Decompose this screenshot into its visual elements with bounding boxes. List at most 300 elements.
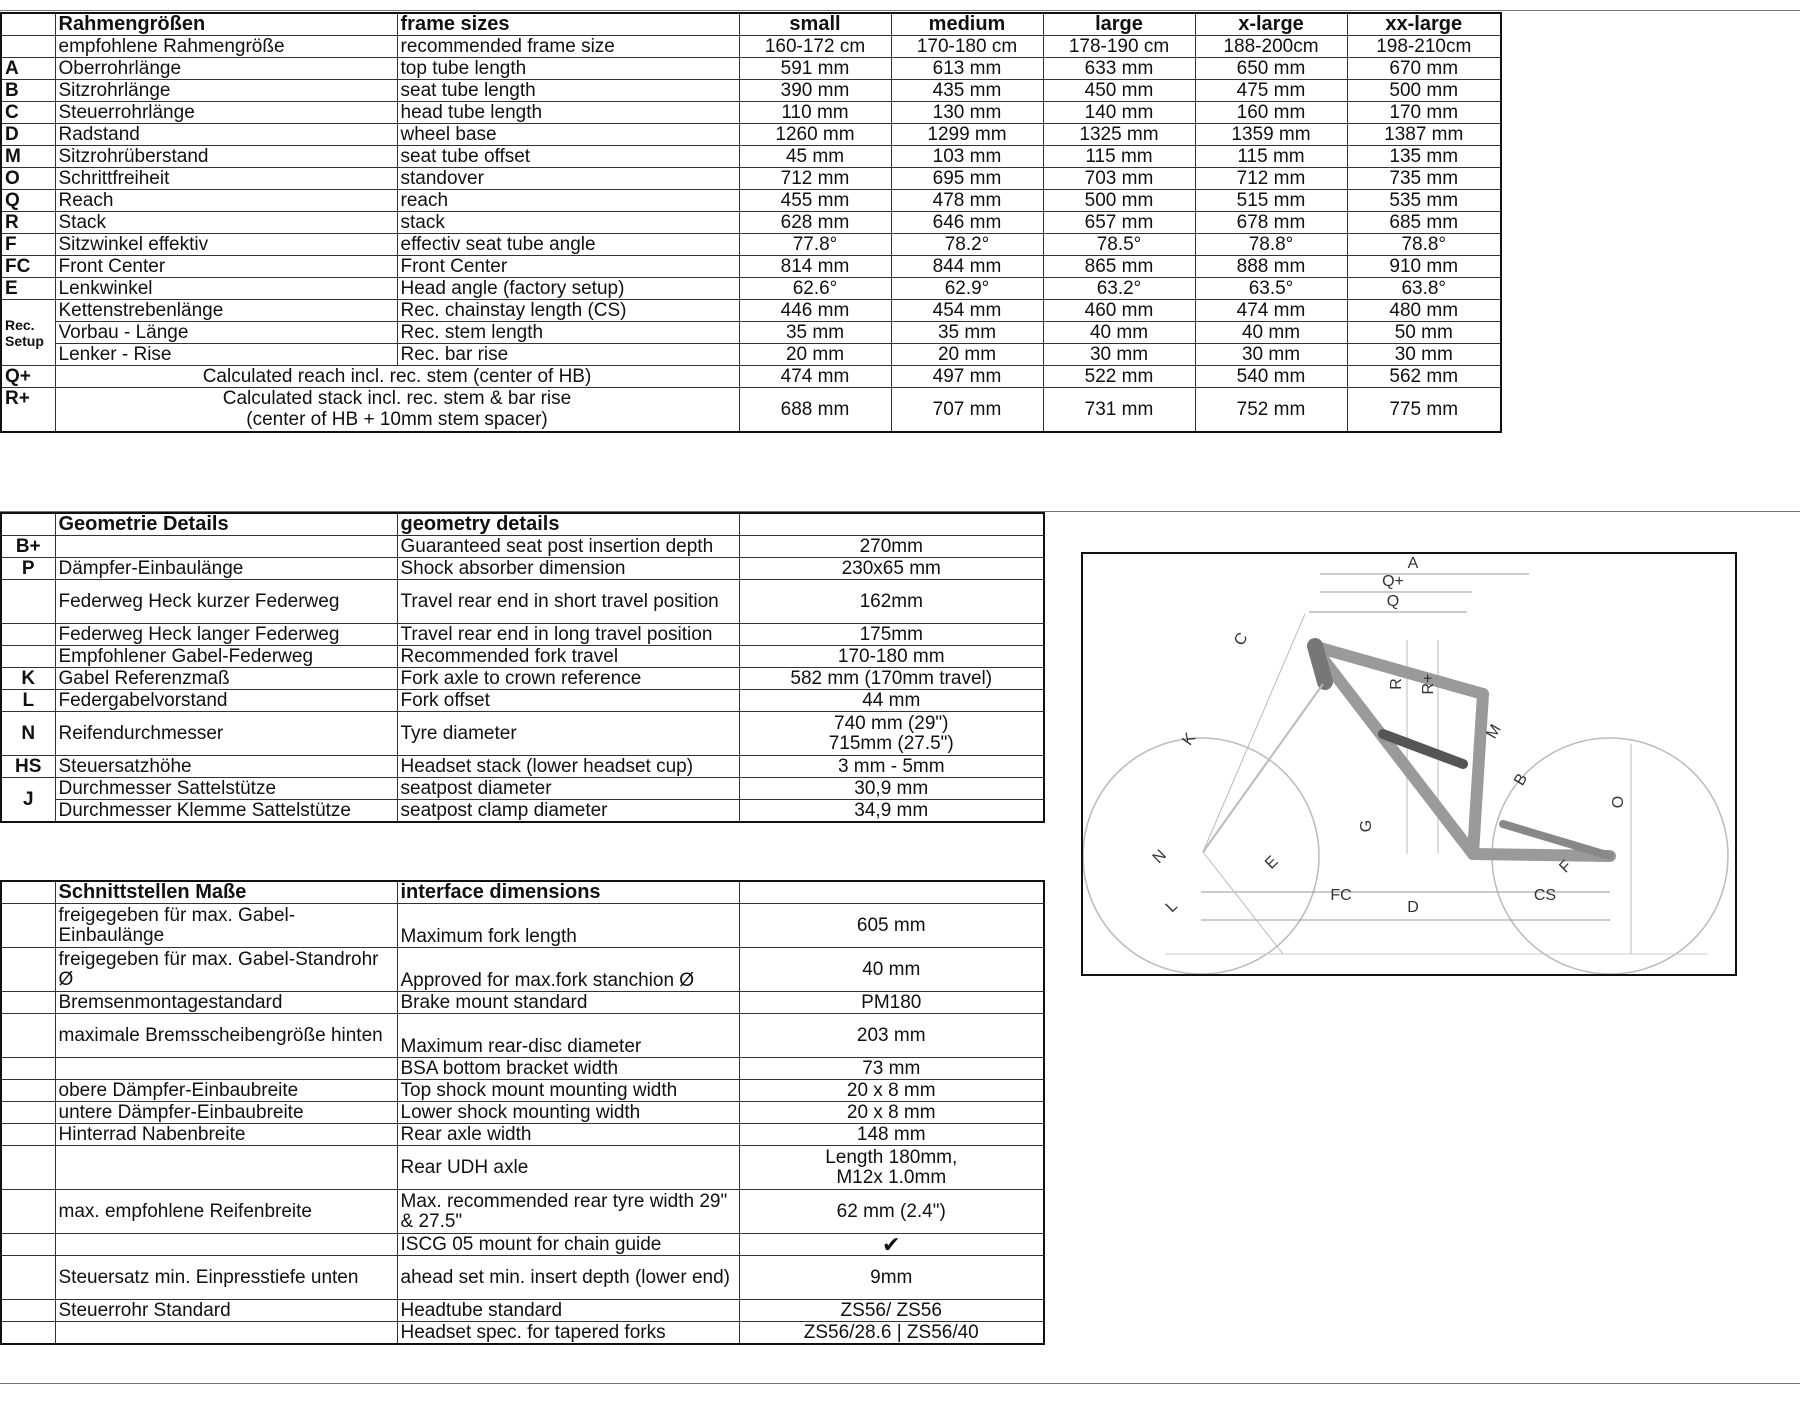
row-code xyxy=(1,948,55,992)
geometry-row xyxy=(1,168,1501,190)
row-code: D xyxy=(1,124,55,146)
diagram-label: Q xyxy=(1386,593,1400,610)
detail-value: 170-180 mm xyxy=(739,646,1044,668)
detail-value: 740 mm (29") 715mm (27.5") xyxy=(739,712,1044,756)
diagram-label: E xyxy=(1262,853,1282,873)
interface-row xyxy=(1,1102,1044,1124)
label-de xyxy=(55,536,397,558)
size-value: 188-200cm xyxy=(1195,36,1347,58)
size-value: 446 mm xyxy=(739,300,891,322)
size-value: 454 mm xyxy=(891,300,1043,322)
interface-row xyxy=(1,1146,1044,1190)
size-value: 50 mm xyxy=(1347,322,1501,344)
label-de: Bremsenmontagestandard xyxy=(55,992,397,1014)
label-en: Headset stack (lower headset cup) xyxy=(397,756,739,778)
size-value: 475 mm xyxy=(1195,80,1347,102)
interface-row xyxy=(1,1190,1044,1234)
size-value: 78.5° xyxy=(1043,234,1195,256)
row-code xyxy=(1,1146,55,1190)
label-en: Brake mount standard xyxy=(397,992,739,1014)
diagram-label: B xyxy=(1511,770,1532,789)
label-de: Stack xyxy=(55,212,397,234)
label-en: effectiv seat tube angle xyxy=(397,234,739,256)
label-en: Rec. stem length xyxy=(397,322,739,344)
rec-setup-row xyxy=(1,322,1501,344)
row-code: L xyxy=(1,690,55,712)
calc-label: Calculated stack incl. rec. stem & bar rise (center of HB + 10mm stem spacer) xyxy=(55,388,739,432)
dim-line-c-k xyxy=(1203,614,1305,852)
size-value: 115 mm xyxy=(1195,146,1347,168)
row-code xyxy=(1,1124,55,1146)
label-de: Steuerrohr Standard xyxy=(55,1300,397,1322)
size-value: 731 mm xyxy=(1043,388,1195,432)
details-row xyxy=(1,624,1044,646)
interface-row xyxy=(1,1234,1044,1256)
label-en: head tube length xyxy=(397,102,739,124)
label-en: Fork offset xyxy=(397,690,739,712)
details-row xyxy=(1,778,1044,800)
label-en: Travel rear end in long travel position xyxy=(397,624,739,646)
row-code: K xyxy=(1,668,55,690)
size-value: 646 mm xyxy=(891,212,1043,234)
size-value: 78.2° xyxy=(891,234,1043,256)
size-value: 115 mm xyxy=(1043,146,1195,168)
size-value: 35 mm xyxy=(739,322,891,344)
size-value: 62.6° xyxy=(739,278,891,300)
label-de: Steuersatzhöhe xyxy=(55,756,397,778)
size-value: 1325 mm xyxy=(1043,124,1195,146)
calc-reach-row xyxy=(1,366,1501,388)
label-en: Guaranteed seat post insertion depth xyxy=(397,536,739,558)
rec-setup-row xyxy=(1,300,1501,322)
row-code xyxy=(1,580,55,624)
size-value: 775 mm xyxy=(1347,388,1501,432)
label-en: Maximum rear-disc diameter xyxy=(397,1014,739,1058)
size-value: 678 mm xyxy=(1195,212,1347,234)
geometry-header-row xyxy=(1,13,1501,36)
label-en: recommended frame size xyxy=(397,36,739,58)
interface-row xyxy=(1,1322,1044,1345)
interface-row xyxy=(1,1256,1044,1300)
size-value: 562 mm xyxy=(1347,366,1501,388)
size-value: 474 mm xyxy=(1195,300,1347,322)
label-de: Federgabelvorstand xyxy=(55,690,397,712)
geometry-row xyxy=(1,102,1501,124)
row-code: FC xyxy=(1,256,55,278)
size-header: large xyxy=(1043,13,1195,36)
size-value: 865 mm xyxy=(1043,256,1195,278)
size-value: 178-190 cm xyxy=(1043,36,1195,58)
label-de: Sitzrohrüberstand xyxy=(55,146,397,168)
label-en: Approved for max.fork stanchion Ø xyxy=(397,948,739,992)
row-code xyxy=(1,36,55,58)
row-code xyxy=(1,624,55,646)
size-value: 910 mm xyxy=(1347,256,1501,278)
label-en: standover xyxy=(397,168,739,190)
label-de: Steuersatz min. Einpresstiefe unten xyxy=(55,1256,397,1300)
head-tube xyxy=(1315,646,1325,682)
interface-row xyxy=(1,1080,1044,1102)
size-value: 500 mm xyxy=(1043,190,1195,212)
row-code xyxy=(1,1256,55,1300)
row-code xyxy=(1,881,55,904)
size-value: 45 mm xyxy=(739,146,891,168)
row-code: J xyxy=(1,778,55,823)
label-en: Headtube standard xyxy=(397,1300,739,1322)
label-de: Lenker - Rise xyxy=(55,344,397,366)
label-en: BSA bottom bracket width xyxy=(397,1058,739,1080)
label-de xyxy=(55,1146,397,1190)
details-header-row xyxy=(1,513,1044,536)
diagram-label: CS xyxy=(1533,887,1557,904)
size-value: 752 mm xyxy=(1195,388,1347,432)
label-en: Rear UDH axle xyxy=(397,1146,739,1190)
label-de: Vorbau - Länge xyxy=(55,322,397,344)
size-value: 474 mm xyxy=(739,366,891,388)
size-value: 78.8° xyxy=(1195,234,1347,256)
size-value: 170 mm xyxy=(1347,102,1501,124)
label-de: empfohlene Rahmengröße xyxy=(55,36,397,58)
row-code xyxy=(1,13,55,36)
interface-value: PM180 xyxy=(739,992,1044,1014)
size-header: small xyxy=(739,13,891,36)
details-row xyxy=(1,712,1044,756)
label-en: seat tube offset xyxy=(397,146,739,168)
geometry-details-table xyxy=(0,512,1045,823)
diagram-label: A xyxy=(1407,555,1419,572)
size-value: 30 mm xyxy=(1043,344,1195,366)
size-value: 1260 mm xyxy=(739,124,891,146)
details-row xyxy=(1,668,1044,690)
geometry-table xyxy=(0,12,1502,433)
label-de: Empfohlener Gabel-Federweg xyxy=(55,646,397,668)
geometry-row xyxy=(1,146,1501,168)
label-en: Fork axle to crown reference xyxy=(397,668,739,690)
interface-value: 605 mm xyxy=(739,904,1044,948)
label-de: Kettenstrebenlänge xyxy=(55,300,397,322)
size-value: 20 mm xyxy=(891,344,1043,366)
label-en: wheel base xyxy=(397,124,739,146)
row-code: HS xyxy=(1,756,55,778)
calc-stack-row xyxy=(1,388,1501,432)
size-value: 633 mm xyxy=(1043,58,1195,80)
size-value: 1387 mm xyxy=(1347,124,1501,146)
interface-value: Length 180mm, M12x 1.0mm xyxy=(739,1146,1044,1190)
details-row xyxy=(1,756,1044,778)
label-de: freigegeben für max. Gabel-Standrohr Ø xyxy=(55,948,397,992)
interface-dimensions-table xyxy=(0,880,1045,1345)
geometry-row xyxy=(1,190,1501,212)
header-value xyxy=(739,513,1044,536)
details-row xyxy=(1,558,1044,580)
label-en: Travel rear end in short travel position xyxy=(397,580,739,624)
label-de xyxy=(55,1058,397,1080)
label-en: Tyre diameter xyxy=(397,712,739,756)
size-value: 35 mm xyxy=(891,322,1043,344)
row-code xyxy=(1,1014,55,1058)
label-de: obere Dämpfer-Einbaubreite xyxy=(55,1080,397,1102)
header-de: Geometrie Details xyxy=(55,513,397,536)
calc-label: Calculated reach incl. rec. stem (center of HB) xyxy=(55,366,739,388)
geometry-row xyxy=(1,212,1501,234)
diagram-label: Q+ xyxy=(1382,573,1404,590)
size-value: 135 mm xyxy=(1347,146,1501,168)
label-de: Reach xyxy=(55,190,397,212)
label-en: top tube length xyxy=(397,58,739,80)
size-value: 500 mm xyxy=(1347,80,1501,102)
size-value: 670 mm xyxy=(1347,58,1501,80)
size-value: 63.2° xyxy=(1043,278,1195,300)
row-code: Q+ xyxy=(1,366,55,388)
interface-value: ZS56/28.6 | ZS56/40 xyxy=(739,1322,1044,1345)
diagram-label: R+ xyxy=(1420,673,1437,695)
label-de: Reifendurchmesser xyxy=(55,712,397,756)
geometry-diagram xyxy=(1081,552,1737,976)
rec-setup-code: Rec. Setup xyxy=(1,300,55,366)
row-code: C xyxy=(1,102,55,124)
label-en: Headset spec. for tapered forks xyxy=(397,1322,739,1345)
size-value: 688 mm xyxy=(739,388,891,432)
interface-row xyxy=(1,1014,1044,1058)
row-code xyxy=(1,1080,55,1102)
details-row xyxy=(1,580,1044,624)
diagram-label: F xyxy=(1556,857,1576,877)
size-value: 650 mm xyxy=(1195,58,1347,80)
row-code: Q xyxy=(1,190,55,212)
label-en: seatpost clamp diameter xyxy=(397,800,739,823)
size-header: medium xyxy=(891,13,1043,36)
size-value: 20 mm xyxy=(739,344,891,366)
size-value: 160-172 cm xyxy=(739,36,891,58)
interface-value: 148 mm xyxy=(739,1124,1044,1146)
details-row xyxy=(1,646,1044,668)
size-value: 735 mm xyxy=(1347,168,1501,190)
diagram-label: R xyxy=(1388,678,1405,690)
diagram-label: L xyxy=(1162,897,1181,916)
interface-value: 73 mm xyxy=(739,1058,1044,1080)
label-de: Hinterrad Nabenbreite xyxy=(55,1124,397,1146)
label-de xyxy=(55,1322,397,1345)
diagram-label: G xyxy=(1358,819,1375,833)
size-value: 63.5° xyxy=(1195,278,1347,300)
header-value xyxy=(739,881,1044,904)
size-value: 390 mm xyxy=(739,80,891,102)
size-value: 40 mm xyxy=(1195,322,1347,344)
detail-value: 230x65 mm xyxy=(739,558,1044,580)
label-de: Front Center xyxy=(55,256,397,278)
label-de: Radstand xyxy=(55,124,397,146)
size-value: 103 mm xyxy=(891,146,1043,168)
row-code: E xyxy=(1,278,55,300)
size-value: 844 mm xyxy=(891,256,1043,278)
detail-value: 582 mm (170mm travel) xyxy=(739,668,1044,690)
label-en: Rec. chainstay length (CS) xyxy=(397,300,739,322)
label-en: Shock absorber dimension xyxy=(397,558,739,580)
label-de: freigegeben für max. Gabel-Einbaulänge xyxy=(55,904,397,948)
size-value: 707 mm xyxy=(891,388,1043,432)
label-de: Steuerrohrlänge xyxy=(55,102,397,124)
size-value: 460 mm xyxy=(1043,300,1195,322)
label-en: ahead set min. insert depth (lower end) xyxy=(397,1256,739,1300)
size-header: x-large xyxy=(1195,13,1347,36)
size-value: 497 mm xyxy=(891,366,1043,388)
geometry-row xyxy=(1,278,1501,300)
interface-value: 40 mm xyxy=(739,948,1044,992)
interface-value: ZS56/ ZS56 xyxy=(739,1300,1044,1322)
label-en: stack xyxy=(397,212,739,234)
interface-value: ✔ xyxy=(739,1234,1044,1256)
header-de: Schnittstellen Maße xyxy=(55,881,397,904)
geometry-row xyxy=(1,256,1501,278)
header-en: frame sizes xyxy=(397,13,739,36)
label-en: Maximum fork length xyxy=(397,904,739,948)
diagram-label: M xyxy=(1483,721,1505,742)
row-code: O xyxy=(1,168,55,190)
size-value: 591 mm xyxy=(739,58,891,80)
label-en: Lower shock mounting width xyxy=(397,1102,739,1124)
size-value: 540 mm xyxy=(1195,366,1347,388)
size-value: 450 mm xyxy=(1043,80,1195,102)
interface-row xyxy=(1,992,1044,1014)
interface-row xyxy=(1,1124,1044,1146)
geometry-row xyxy=(1,80,1501,102)
label-de: maximale Bremsscheibengröße hinten xyxy=(55,1014,397,1058)
geometry-row xyxy=(1,124,1501,146)
size-value: 657 mm xyxy=(1043,212,1195,234)
label-de: Durchmesser Sattelstütze xyxy=(55,778,397,800)
bottom-divider xyxy=(0,1383,1800,1384)
interface-value: 20 x 8 mm xyxy=(739,1080,1044,1102)
size-value: 40 mm xyxy=(1043,322,1195,344)
row-code xyxy=(1,1300,55,1322)
diagram-label: C xyxy=(1231,629,1252,650)
detail-value: 270mm xyxy=(739,536,1044,558)
interface-row xyxy=(1,1300,1044,1322)
size-value: 712 mm xyxy=(739,168,891,190)
row-code xyxy=(1,1058,55,1080)
details-row xyxy=(1,800,1044,823)
size-value: 685 mm xyxy=(1347,212,1501,234)
diagram-label: N xyxy=(1149,846,1170,867)
size-value: 110 mm xyxy=(739,102,891,124)
interface-value: 203 mm xyxy=(739,1014,1044,1058)
size-value: 160 mm xyxy=(1195,102,1347,124)
label-de: max. empfohlene Reifenbreite xyxy=(55,1190,397,1234)
geometry-row xyxy=(1,36,1501,58)
size-value: 695 mm xyxy=(891,168,1043,190)
detail-value: 162mm xyxy=(739,580,1044,624)
interface-row xyxy=(1,904,1044,948)
row-code xyxy=(1,992,55,1014)
size-value: 703 mm xyxy=(1043,168,1195,190)
row-code xyxy=(1,646,55,668)
size-value: 814 mm xyxy=(739,256,891,278)
size-value: 130 mm xyxy=(891,102,1043,124)
size-value: 455 mm xyxy=(739,190,891,212)
row-code xyxy=(1,513,55,536)
size-value: 30 mm xyxy=(1195,344,1347,366)
label-en: Top shock mount mounting width xyxy=(397,1080,739,1102)
label-de: Federweg Heck langer Federweg xyxy=(55,624,397,646)
label-de: Durchmesser Klemme Sattelstütze xyxy=(55,800,397,823)
label-de: Dämpfer-Einbaulänge xyxy=(55,558,397,580)
label-en: Rear axle width xyxy=(397,1124,739,1146)
label-en: Front Center xyxy=(397,256,739,278)
detail-value: 3 mm - 5mm xyxy=(739,756,1044,778)
interface-row xyxy=(1,1058,1044,1080)
interface-value: 20 x 8 mm xyxy=(739,1102,1044,1124)
row-code xyxy=(1,1322,55,1345)
size-value: 628 mm xyxy=(739,212,891,234)
size-value: 77.8° xyxy=(739,234,891,256)
row-code: M xyxy=(1,146,55,168)
label-de xyxy=(55,1234,397,1256)
diagram-label: O xyxy=(1610,795,1627,809)
size-value: 435 mm xyxy=(891,80,1043,102)
label-de: Oberrohrlänge xyxy=(55,58,397,80)
label-de: Sitzrohrlänge xyxy=(55,80,397,102)
label-de: Federweg Heck kurzer Federweg xyxy=(55,580,397,624)
row-code: B xyxy=(1,80,55,102)
size-value: 522 mm xyxy=(1043,366,1195,388)
label-en: Max. recommended rear tyre width 29" & 27.5" xyxy=(397,1190,739,1234)
label-en: Head angle (factory setup) xyxy=(397,278,739,300)
size-value: 198-210cm xyxy=(1347,36,1501,58)
header-en: interface dimensions xyxy=(397,881,739,904)
diagram-label: FC xyxy=(1330,887,1352,904)
row-code xyxy=(1,1234,55,1256)
details-row xyxy=(1,690,1044,712)
diagram-label: D xyxy=(1407,899,1419,916)
details-row xyxy=(1,536,1044,558)
size-value: 613 mm xyxy=(891,58,1043,80)
size-value: 535 mm xyxy=(1347,190,1501,212)
label-de: Gabel Referenzmaß xyxy=(55,668,397,690)
label-en: Recommended fork travel xyxy=(397,646,739,668)
row-code xyxy=(1,1102,55,1124)
bike-geometry-drawing xyxy=(1083,554,1735,974)
label-en: reach xyxy=(397,190,739,212)
size-value: 478 mm xyxy=(891,190,1043,212)
top-divider xyxy=(0,10,1800,11)
rec-setup-row xyxy=(1,344,1501,366)
size-header: xx-large xyxy=(1347,13,1501,36)
row-code xyxy=(1,904,55,948)
interface-header-row xyxy=(1,881,1044,904)
size-value: 140 mm xyxy=(1043,102,1195,124)
size-value: 62.9° xyxy=(891,278,1043,300)
label-en: seatpost diameter xyxy=(397,778,739,800)
size-value: 1299 mm xyxy=(891,124,1043,146)
detail-value: 44 mm xyxy=(739,690,1044,712)
size-value: 888 mm xyxy=(1195,256,1347,278)
interface-value: 9mm xyxy=(739,1256,1044,1300)
size-value: 30 mm xyxy=(1347,344,1501,366)
interface-row xyxy=(1,948,1044,992)
detail-value: 30,9 mm xyxy=(739,778,1044,800)
size-value: 712 mm xyxy=(1195,168,1347,190)
header-de: Rahmengrößen xyxy=(55,13,397,36)
row-code xyxy=(1,1190,55,1234)
size-value: 515 mm xyxy=(1195,190,1347,212)
label-en: Rec. bar rise xyxy=(397,344,739,366)
size-value: 480 mm xyxy=(1347,300,1501,322)
label-de: untere Dämpfer-Einbaubreite xyxy=(55,1102,397,1124)
front-wheel xyxy=(1083,738,1319,974)
row-code: N xyxy=(1,712,55,756)
label-en: seat tube length xyxy=(397,80,739,102)
size-value: 1359 mm xyxy=(1195,124,1347,146)
